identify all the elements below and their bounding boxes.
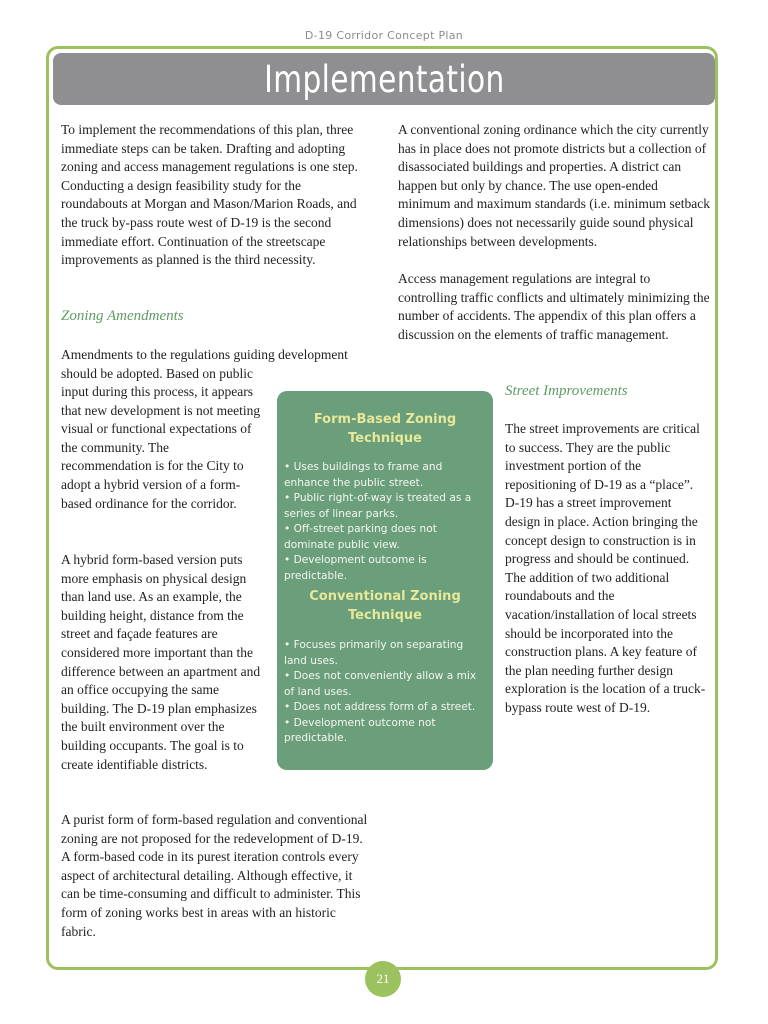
street-improvements-heading: Street Improvements xyxy=(505,383,628,399)
page-number-badge: 21 xyxy=(365,961,401,997)
zoning-amendments-heading: Zoning Amendments xyxy=(61,308,184,324)
conventional-list xyxy=(284,638,489,747)
list-item: • Uses buildings to frame and enhance the public street. xyxy=(284,460,489,491)
zoning-paragraph-1: input during this process, it appears that new development is not meeting visual or functional expectations of the community. The recommendation is for the City to adopt a hybrid version of a form-based ordinance for the corridor. xyxy=(61,384,261,511)
intro-paragraph: To implement the recommendations of this plan, three immediate steps can be taken. Drafting and adopting zoning and access management regulations is one step. Conducting a design feasibility study for the roundabouts at Morgan and Mason/Marion Roads, and the truck by-pass route west of D-19 is the second immediate effort. Continuation of the streetscape improvements as planned is the third necessity. xyxy=(61,122,358,268)
conventional-zoning-paragraph: A conventional zoning ordinance which the city currently has in place does not promote districts but a collection of disassociated buildings and properties. A district can happen but only by chance. The use open-ended minimum and maximum standards (i.e. minimum setback dimensions) does not necessarily guide sound physical relationships between developments. xyxy=(398,122,710,249)
list-item: • Does not address form of a street. xyxy=(284,700,489,716)
running-header: D-19 Corridor Concept Plan xyxy=(304,29,464,42)
zoning-technique-callout xyxy=(277,391,493,770)
street-improvements-paragraph: The street improvements are critical to success. They are the public investment portion of the repositioning of D-19 as a “place”. D-19 has a street improvement design in place. Action bringing the concept design to construction is in progress and should be continued. The addition of two additional roundabouts and the vacation/installation of local streets should be incorporated into the construction plans. A key feature of the plan needing further design exploration is the location of a truck-bypass route west of D-19. xyxy=(505,421,706,715)
zoning-paragraph-3: A purist form of form-based regulation and conventional zoning are not proposed for the redevelopment of D-19. A form-based code in its purest iteration controls every aspect of architectural detailing. Although effective, it can be time-consuming and difficult to administer. This form of zoning works best in areas with an historic fabric. xyxy=(61,812,368,939)
page-title: Implementation xyxy=(263,57,505,101)
list-item: • Public right-of-way is treated as a series of linear parks. xyxy=(284,491,489,522)
access-management-paragraph: Access management regulations are integral to controlling traffic conflicts and ultimately minimizing the number of accidents. The appendix of this plan offers a discussion on the elements of traffic management. xyxy=(398,271,710,342)
title-bar xyxy=(53,53,715,105)
zoning-paragraph-1-lead: Amendments to the regulations guiding development should be adopted. Based on public xyxy=(61,347,348,381)
conventional-title: Conventional Zoning Technique xyxy=(309,589,461,623)
list-item: • Focuses primarily on separating land uses. xyxy=(284,638,489,669)
zoning-paragraph-2: A hybrid form-based version puts more emphasis on physical design than land use. As an example, the building height, distance from the street and façade features are considered more important than the difference between an apartment and an office occupying the same building. The D-19 plan emphasizes the built environment over the building occupants. The goal is to create identifiable districts. xyxy=(61,552,261,772)
list-item: • Development outcome is predictable. xyxy=(284,553,489,584)
form-based-title: Form-Based Zoning Technique xyxy=(313,412,457,446)
list-item: • Does not conveniently allow a mix of land uses. xyxy=(284,669,489,700)
list-item: • Off-street parking does not dominate public view. xyxy=(284,522,489,553)
list-item: • Development outcome not predictable. xyxy=(284,716,489,747)
form-based-list xyxy=(284,460,489,584)
